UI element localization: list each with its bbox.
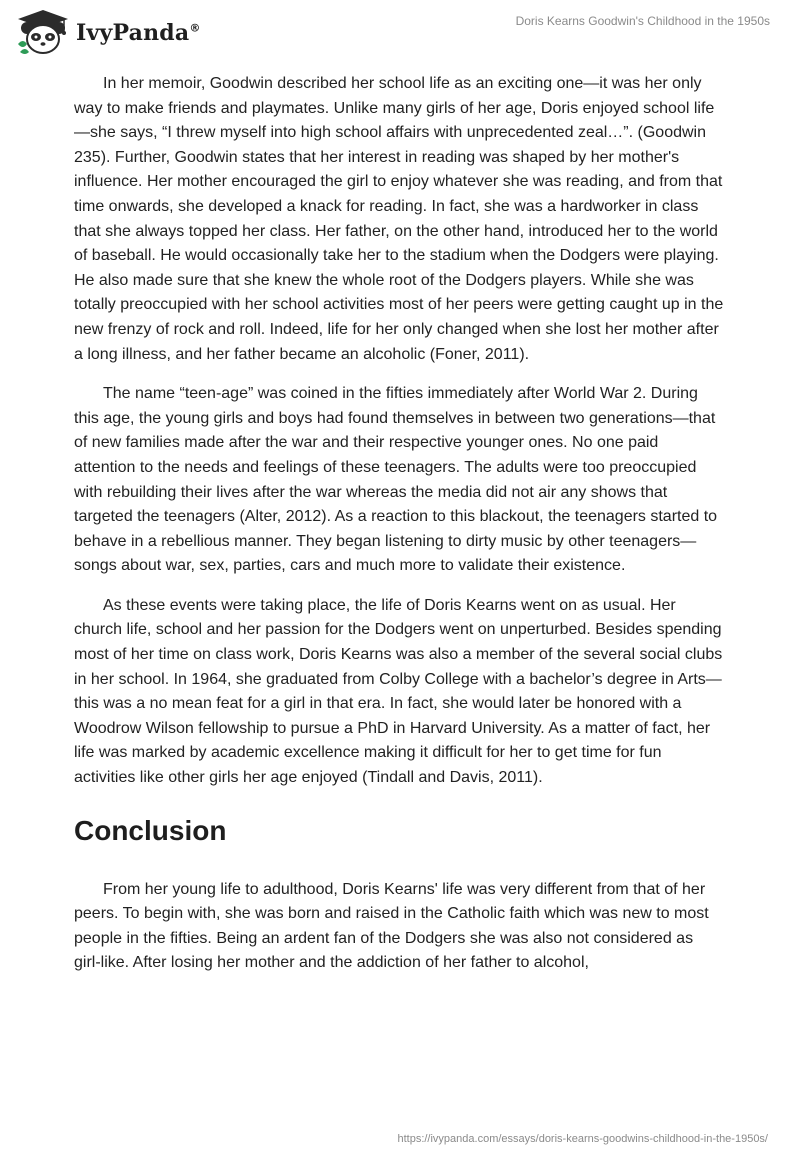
conclusion-heading: Conclusion <box>74 814 227 846</box>
source-url[interactable]: https://ivypanda.com/essays/doris-kearns-goodwins-childhood-in-the-1950s/ <box>397 1133 768 1145</box>
paragraph-doris-kearns-life: As these events were taking place, the life of Doris Kearns went on as usual. Her church life, school and her passion for the Dodgers went on unperturbed. Besides spending most of her time on class work, Doris Kearns was also a member of the several social clubs in her school. In 1964, she graduated from Colby College with a bachelor’s degree in Arts—this was a no mean feat for a girl in that era. In fact, she would later be honored with a Woodrow Wilson fellowship to pursue a PhD in Harvard University. As a matter of fact, her life was marked by academic excellence making it difficult for her to get time for fun activities like other girls her age enjoyed (Tindall and Davis, 2011). <box>74 596 723 787</box>
essay-content <box>74 72 724 991</box>
document-title: Doris Kearns Goodwin's Childhood in the 1950s <box>515 14 770 28</box>
ivypanda-logo[interactable] <box>14 8 201 56</box>
paragraph-teen-age: The name “teen-age” was coined in the fifties immediately after World War 2. During this age, the young girls and boys had found themselves in between two generations—that of new families made after the war and their respective younger ones. No one paid attention to the needs and feelings of these teenagers. The adults were too preoccupied with rebuilding their lives after the war whereas the media did not air any shows that targeted the teenagers (Alter, 2012). As a reaction to this blackout, the teenagers started to behave in a rebellious manner. They began listening to dirty music by other teenagers—songs about war, sex, parties, cars and much more to validate their existence. <box>74 385 718 575</box>
brand-name: IvyPanda® <box>76 20 201 46</box>
panda-graduate-icon <box>14 8 72 56</box>
page-header <box>0 0 800 70</box>
paragraph-school-life: In her memoir, Goodwin described her school life as an exciting one—it was her only way to make friends and playmates. Unlike many girls of her age, Doris enjoyed school life—she says, “I threw myself into high school affairs with unprecedented zeal…”. (Goodwin 235). Further, Goodwin states that her interest in reading was shaped by her mother's influence. Her mother encouraged the girl to enjoy whatever she was reading, and from that time onwards, she developed a knack for reading. In fact, she was a hardworker in class that she always topped her class. Her father, on the other hand, introduced her to the world of baseball. He would occasionally take her to the stadium when the Dodgers were playing. He also made sure that she knew the whole root of the Dodgers players. While she was totally preoccupied with her school activities most of her peers were getting caught up in the new frenzy of rock and roll. Indeed, life for her only changed when she lost her mother after a long illness, and her father became an alcoholic (Foner, 2011). <box>74 75 724 363</box>
registered-mark: ® <box>189 21 201 35</box>
paragraph-conclusion: From her young life to adulthood, Doris Kearns' life was very different from that of her peers. To begin with, she was born and raised in the Catholic faith which was new to most people in the fifties. Being an ardent fan of the Dodgers she was also not considered as girl-like. After losing her mother and the addiction of her father to alcohol, <box>74 880 709 972</box>
